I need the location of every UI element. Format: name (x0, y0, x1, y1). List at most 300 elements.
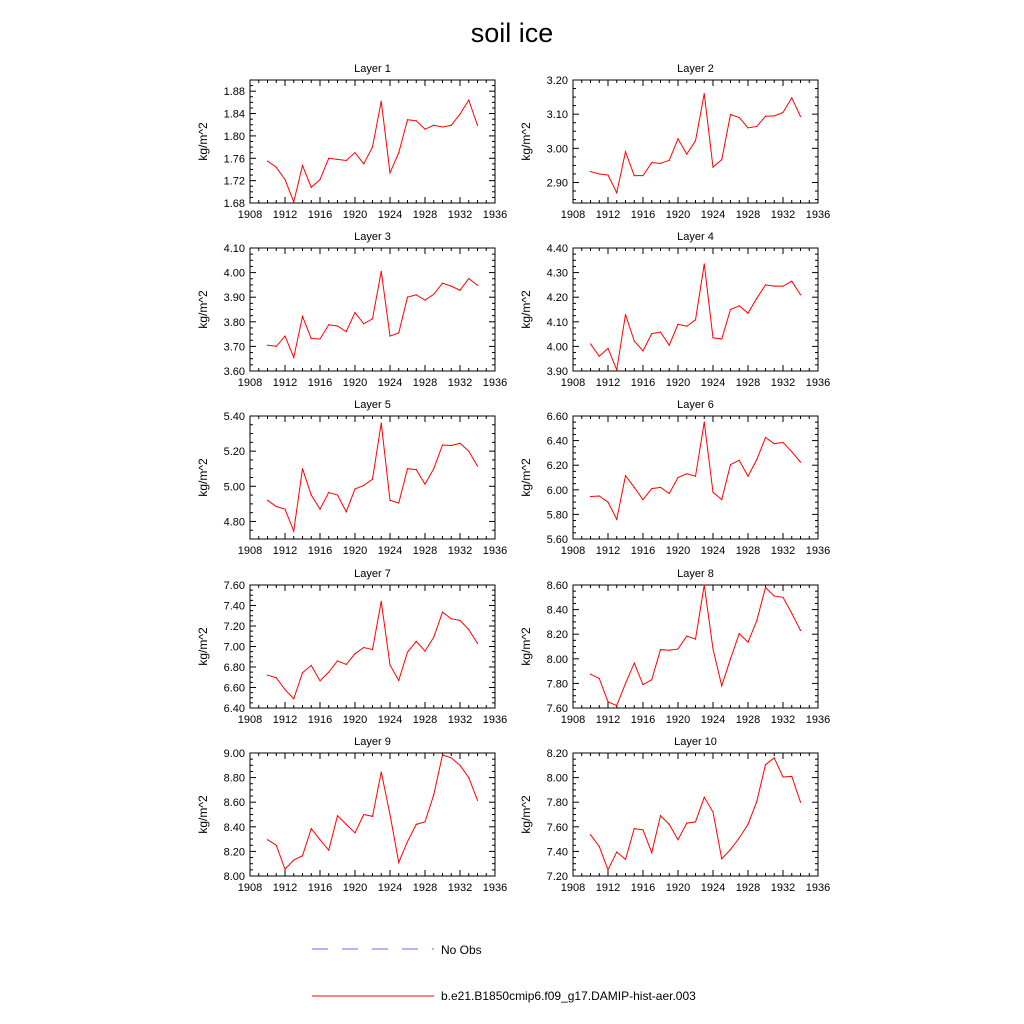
x-tick-label: 1936 (482, 882, 508, 894)
y-tick-label: 4.40 (546, 243, 568, 255)
x-tick-label: 1936 (482, 377, 508, 389)
data-point (800, 630, 801, 631)
series-line-model (591, 422, 801, 519)
data-point (416, 469, 417, 470)
x-tick-label: 1916 (630, 882, 656, 894)
data-point (363, 647, 364, 648)
data-point (284, 179, 285, 180)
panel-layer-7 (196, 568, 507, 726)
data-point (607, 348, 608, 349)
data-point (590, 343, 591, 344)
y-tick-label: 6.60 (546, 411, 568, 423)
data-point (686, 823, 687, 824)
data-point (634, 487, 635, 488)
data-point (284, 689, 285, 690)
data-point (651, 852, 652, 853)
data-point (642, 684, 643, 685)
data-point (765, 587, 766, 588)
y-tick-label: 7.80 (546, 678, 568, 691)
y-tick-label: 5.00 (223, 481, 245, 494)
data-point (625, 314, 626, 315)
data-point (319, 680, 320, 681)
data-point (712, 337, 713, 338)
y-tick-label: 7.20 (546, 871, 568, 883)
data-point (293, 201, 294, 202)
data-point (599, 356, 600, 357)
data-point (381, 271, 382, 272)
data-point (774, 595, 775, 596)
panel-layer-9 (196, 736, 507, 894)
x-tick-label: 1912 (595, 882, 621, 894)
x-tick-label: 1916 (307, 545, 333, 557)
data-point (468, 777, 469, 778)
data-point (590, 496, 591, 497)
data-point (442, 612, 443, 613)
data-point (677, 324, 678, 325)
x-tick-label: 1936 (482, 209, 508, 221)
plot-frame (250, 248, 495, 371)
x-tick-label: 1908 (560, 209, 586, 221)
data-point (756, 298, 757, 299)
x-tick-label: 1912 (272, 377, 298, 389)
panel-layer-1 (196, 63, 507, 221)
x-tick-label: 1912 (272, 882, 298, 894)
x-tick-label: 1920 (342, 882, 368, 894)
data-point (607, 502, 608, 503)
data-point (800, 294, 801, 295)
data-point (774, 286, 775, 287)
data-point (319, 338, 320, 339)
x-tick-label: 1916 (307, 377, 333, 389)
data-point (363, 163, 364, 164)
data-point (677, 138, 678, 139)
plot-frame (573, 416, 818, 539)
data-point (433, 294, 434, 295)
data-point (451, 618, 452, 619)
data-point (424, 484, 425, 485)
legend (312, 943, 696, 1003)
data-point (311, 494, 312, 495)
x-tick-label: 1912 (272, 209, 298, 221)
x-tick-label: 1924 (700, 377, 726, 389)
data-point (398, 862, 399, 863)
data-point (416, 824, 417, 825)
data-point (346, 824, 347, 825)
data-point (721, 338, 722, 339)
data-point (433, 468, 434, 469)
data-point (302, 468, 303, 469)
data-point (319, 179, 320, 180)
plot-frame (573, 585, 818, 708)
y-tick-label: 4.80 (223, 516, 245, 529)
data-point (424, 821, 425, 822)
x-tick-label: 1916 (630, 377, 656, 389)
x-tick-label: 1908 (237, 209, 263, 221)
data-point (712, 811, 713, 812)
y-tick-label: 5.40 (223, 411, 245, 423)
data-point (433, 637, 434, 638)
data-point (372, 479, 373, 480)
x-tick-label: 1924 (700, 882, 726, 894)
x-tick-label: 1908 (237, 882, 263, 894)
data-point (616, 851, 617, 852)
data-point (293, 530, 294, 531)
x-tick-label: 1932 (447, 545, 473, 557)
data-point (293, 698, 294, 699)
data-point (407, 468, 408, 469)
data-point (634, 828, 635, 829)
x-tick-label: 1908 (560, 714, 586, 726)
x-tick-label: 1928 (735, 545, 761, 557)
y-tick-label: 8.00 (546, 653, 568, 666)
y-axis-label: kg/m^2 (519, 795, 533, 834)
data-point (276, 167, 277, 168)
data-point (389, 814, 390, 815)
y-tick-label: 7.60 (546, 821, 568, 834)
data-point (424, 129, 425, 130)
data-point (381, 771, 382, 772)
data-point (704, 263, 705, 264)
series-line-model (268, 100, 478, 202)
data-point (276, 845, 277, 846)
data-point (677, 477, 678, 478)
data-point (451, 445, 452, 446)
data-point (642, 175, 643, 176)
data-point (276, 506, 277, 507)
x-tick-label: 1932 (770, 714, 796, 726)
data-point (756, 126, 757, 127)
data-point (774, 443, 775, 444)
data-point (459, 290, 460, 291)
panel-layer-5 (196, 399, 507, 557)
data-point (686, 635, 687, 636)
legend-item-obs (312, 943, 482, 957)
data-point (459, 443, 460, 444)
series-line-model (591, 94, 801, 193)
panel-title: Layer 8 (677, 568, 714, 580)
data-point (739, 460, 740, 461)
data-point (607, 701, 608, 702)
data-point (354, 653, 355, 654)
x-tick-label: 1920 (665, 714, 691, 726)
data-point (739, 837, 740, 838)
data-point (695, 476, 696, 477)
y-tick-label: 7.20 (223, 621, 245, 633)
y-tick-label: 5.20 (223, 446, 245, 459)
y-tick-label: 4.10 (546, 316, 568, 329)
y-axis-label: kg/m^2 (196, 795, 210, 834)
data-point (302, 672, 303, 673)
data-point (363, 323, 364, 324)
y-axis-label: kg/m^2 (519, 122, 533, 161)
x-tick-label: 1924 (700, 714, 726, 726)
y-axis-label: kg/m^2 (519, 290, 533, 329)
data-point (389, 500, 390, 501)
data-point (372, 318, 373, 319)
x-tick-label: 1928 (412, 714, 438, 726)
y-tick-label: 4.00 (546, 341, 568, 354)
data-point (372, 146, 373, 147)
data-point (651, 488, 652, 489)
y-tick-label: 1.84 (223, 108, 245, 121)
x-tick-label: 1908 (237, 545, 263, 557)
y-tick-label: 2.90 (546, 177, 568, 190)
data-point (651, 333, 652, 334)
data-point (416, 641, 417, 642)
data-point (634, 175, 635, 176)
x-tick-label: 1928 (735, 714, 761, 726)
data-point (311, 665, 312, 666)
data-point (477, 643, 478, 644)
data-point (346, 664, 347, 665)
data-point (319, 839, 320, 840)
data-point (468, 278, 469, 279)
data-point (739, 633, 740, 634)
data-point (660, 649, 661, 650)
data-point (686, 326, 687, 327)
data-point (669, 824, 670, 825)
data-point (634, 663, 635, 664)
y-axis-label: kg/m^2 (519, 458, 533, 497)
data-point (730, 309, 731, 310)
data-point (651, 679, 652, 680)
y-tick-label: 7.80 (546, 797, 568, 810)
x-tick-label: 1924 (377, 882, 403, 894)
x-tick-label: 1916 (307, 882, 333, 894)
data-point (712, 492, 713, 493)
data-point (747, 642, 748, 643)
x-tick-label: 1912 (595, 714, 621, 726)
x-tick-label: 1932 (447, 714, 473, 726)
data-point (695, 319, 696, 320)
data-point (599, 173, 600, 174)
data-point (311, 828, 312, 829)
panel-layer-10 (519, 736, 830, 894)
data-point (267, 500, 268, 501)
data-point (337, 494, 338, 495)
data-point (791, 613, 792, 614)
data-point (747, 476, 748, 477)
data-point (686, 473, 687, 474)
data-point (747, 127, 748, 128)
data-point (721, 685, 722, 686)
data-point (477, 285, 478, 286)
data-point (346, 160, 347, 161)
data-point (721, 159, 722, 160)
y-tick-label: 8.60 (223, 797, 245, 810)
data-point (459, 765, 460, 766)
series-line-model (591, 585, 801, 706)
data-point (319, 509, 320, 510)
data-point (590, 834, 591, 835)
x-tick-label: 1920 (665, 882, 691, 894)
x-tick-label: 1924 (377, 377, 403, 389)
x-tick-label: 1912 (595, 545, 621, 557)
y-tick-label: 8.20 (546, 748, 568, 760)
x-tick-label: 1924 (377, 545, 403, 557)
data-point (337, 660, 338, 661)
x-tick-label: 1932 (447, 882, 473, 894)
series-line-model (591, 758, 801, 870)
data-point (328, 492, 329, 493)
data-point (765, 116, 766, 117)
data-point (346, 511, 347, 512)
legend-item-model (312, 989, 696, 1003)
y-tick-label: 1.72 (223, 175, 245, 188)
x-tick-label: 1908 (560, 377, 586, 389)
data-point (704, 422, 705, 423)
x-tick-label: 1928 (412, 377, 438, 389)
legend-obs-label: No Obs (441, 943, 482, 957)
data-point (756, 459, 757, 460)
y-tick-label: 3.60 (223, 366, 245, 378)
data-point (407, 119, 408, 120)
y-tick-label: 6.40 (223, 703, 245, 715)
data-point (372, 816, 373, 817)
x-tick-label: 1920 (342, 714, 368, 726)
x-tick-label: 1932 (770, 377, 796, 389)
y-tick-label: 4.30 (546, 267, 568, 280)
x-tick-label: 1928 (412, 882, 438, 894)
data-point (739, 117, 740, 118)
data-point (774, 757, 775, 758)
data-point (302, 165, 303, 166)
panel-title: Layer 9 (354, 736, 391, 748)
panel-layer-4 (519, 231, 830, 389)
data-point (381, 601, 382, 602)
data-point (416, 120, 417, 121)
data-point (730, 464, 731, 465)
data-point (363, 814, 364, 815)
y-tick-label: 8.20 (223, 846, 245, 859)
series-line-model (591, 264, 801, 370)
data-point (328, 672, 329, 673)
data-point (634, 340, 635, 341)
data-point (424, 651, 425, 652)
plot-frame (250, 585, 495, 708)
y-axis-label: kg/m^2 (196, 458, 210, 497)
x-tick-label: 1936 (482, 545, 508, 557)
y-axis-label: kg/m^2 (519, 627, 533, 666)
data-point (590, 674, 591, 675)
data-point (337, 159, 338, 160)
data-point (669, 160, 670, 161)
data-point (302, 855, 303, 856)
x-tick-label: 1932 (770, 545, 796, 557)
data-point (616, 705, 617, 706)
y-tick-label: 4.00 (223, 267, 245, 280)
data-point (721, 858, 722, 859)
y-tick-label: 3.20 (546, 75, 568, 87)
y-tick-label: 5.80 (546, 509, 568, 522)
series-line-model (268, 271, 478, 357)
data-point (389, 664, 390, 665)
legend-model-label: b.e21.B1850cmip6.f09_g17.DAMIP-hist-aer.003 (441, 989, 696, 1003)
data-point (782, 597, 783, 598)
x-tick-label: 1908 (237, 377, 263, 389)
x-tick-label: 1936 (805, 882, 831, 894)
data-point (276, 346, 277, 347)
data-point (642, 350, 643, 351)
x-tick-label: 1916 (630, 545, 656, 557)
x-tick-label: 1920 (665, 209, 691, 221)
data-point (616, 519, 617, 520)
data-point (398, 502, 399, 503)
data-point (730, 114, 731, 115)
data-point (328, 850, 329, 851)
data-point (695, 140, 696, 141)
data-point (477, 125, 478, 126)
data-point (302, 316, 303, 317)
x-tick-label: 1928 (735, 209, 761, 221)
data-point (407, 841, 408, 842)
data-point (354, 832, 355, 833)
y-tick-label: 7.60 (223, 580, 245, 592)
y-tick-label: 7.60 (546, 703, 568, 715)
x-tick-label: 1920 (665, 377, 691, 389)
x-tick-label: 1928 (735, 377, 761, 389)
panel-title: Layer 3 (354, 231, 391, 243)
data-point (363, 485, 364, 486)
data-point (311, 187, 312, 188)
data-point (791, 776, 792, 777)
x-tick-label: 1932 (447, 377, 473, 389)
data-point (669, 650, 670, 651)
y-tick-label: 3.90 (223, 292, 245, 305)
data-point (468, 451, 469, 452)
data-point (590, 171, 591, 172)
panel-layer-3 (196, 231, 507, 389)
data-point (337, 815, 338, 816)
data-point (424, 300, 425, 301)
data-point (599, 678, 600, 679)
data-point (398, 332, 399, 333)
data-point (800, 802, 801, 803)
x-tick-label: 1932 (770, 882, 796, 894)
data-point (782, 112, 783, 113)
data-point (328, 158, 329, 159)
x-tick-label: 1936 (805, 714, 831, 726)
data-point (712, 648, 713, 649)
panel-layer-8 (519, 568, 830, 726)
data-point (677, 839, 678, 840)
data-point (625, 683, 626, 684)
data-point (765, 437, 766, 438)
data-point (451, 757, 452, 758)
data-point (267, 345, 268, 346)
y-tick-label: 6.40 (546, 435, 568, 448)
panel-title: Layer 6 (677, 399, 714, 411)
data-point (660, 815, 661, 816)
y-tick-label: 1.68 (223, 198, 245, 210)
data-point (267, 839, 268, 840)
data-point (625, 151, 626, 152)
data-point (407, 652, 408, 653)
data-point (651, 162, 652, 163)
panel-layer-2 (519, 63, 830, 221)
data-point (660, 487, 661, 488)
data-point (747, 824, 748, 825)
data-point (407, 297, 408, 298)
y-tick-label: 4.10 (223, 243, 245, 255)
x-tick-label: 1920 (342, 545, 368, 557)
data-point (284, 509, 285, 510)
data-point (599, 846, 600, 847)
panel-title: Layer 2 (677, 63, 714, 75)
y-tick-label: 9.00 (223, 748, 245, 760)
data-point (765, 284, 766, 285)
x-tick-label: 1924 (700, 545, 726, 557)
